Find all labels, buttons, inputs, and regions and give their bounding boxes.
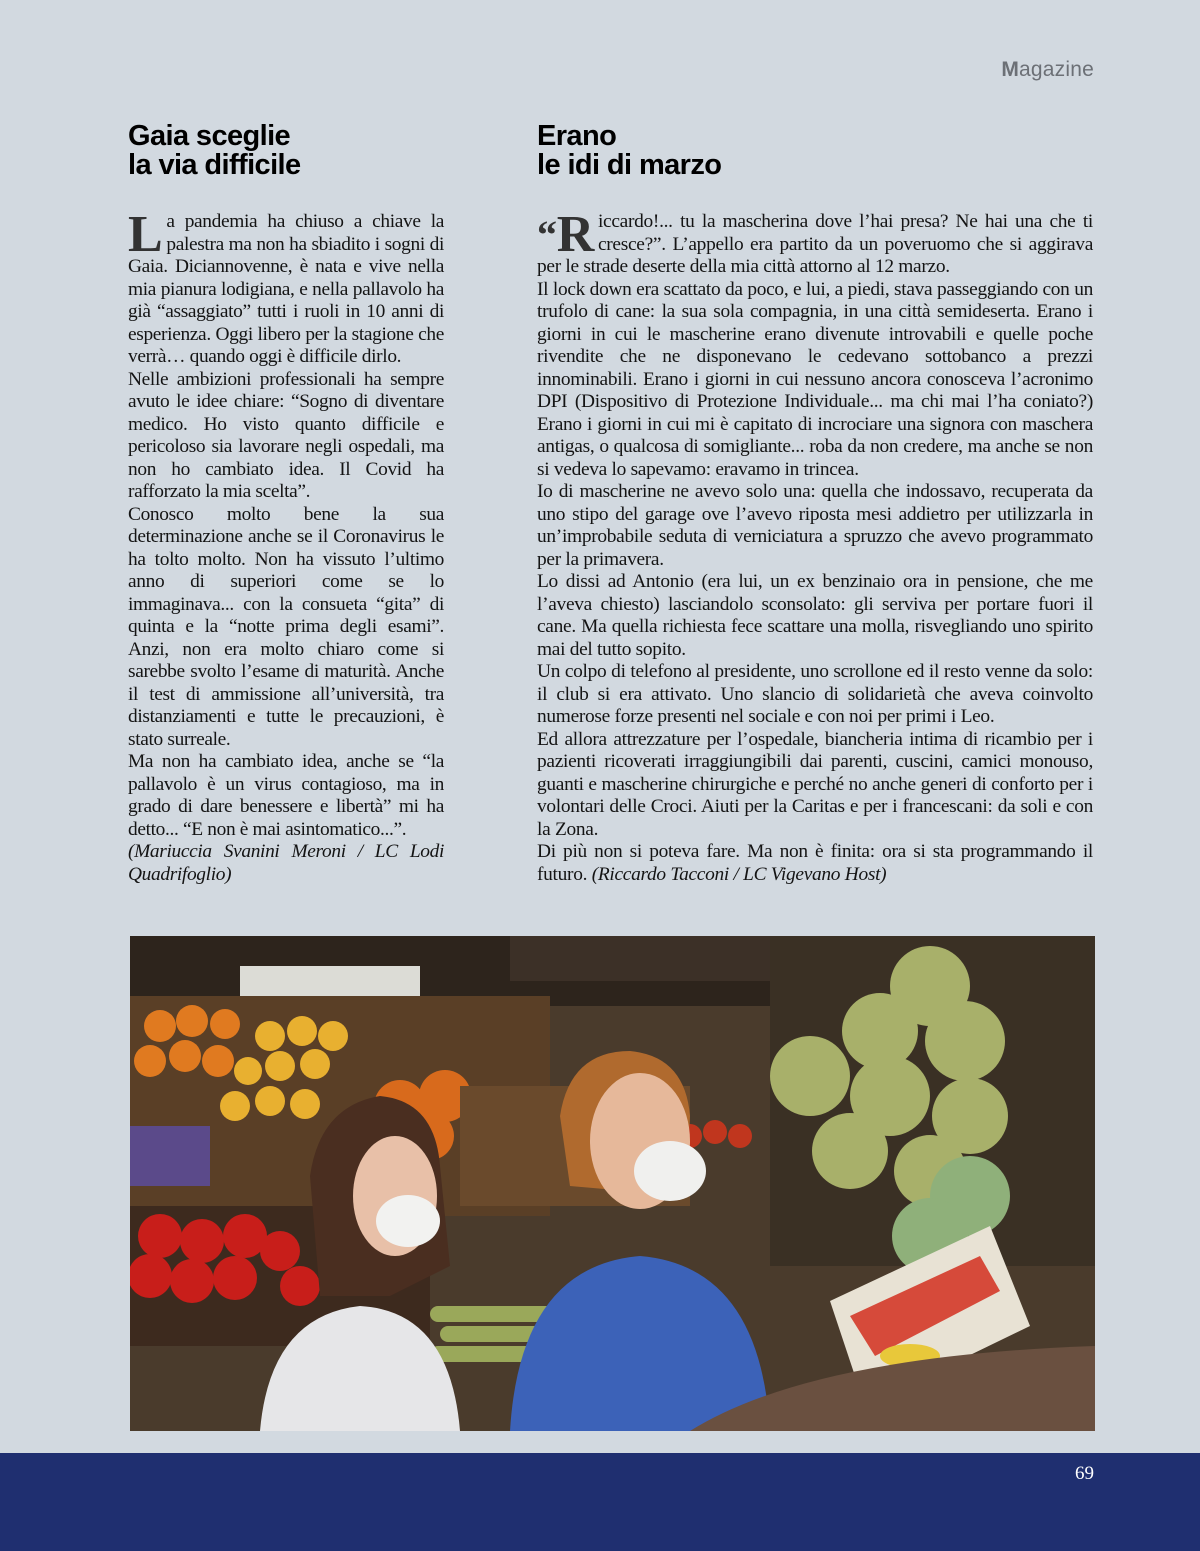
- footer-band: [0, 1453, 1200, 1551]
- headline-line-1: Gaia sceglie: [128, 120, 291, 152]
- photo-illustration: [130, 936, 1095, 1431]
- paragraph: “R iccardo!... tu la mascherina dove l’hai presa? Ne hai una che ti cresce?”. L’appello era partito da un poveruomo che si aggirava per le strade deserte della mia città attorno al 12 marzo.: [537, 206, 1093, 277]
- article-left: [128, 122, 444, 886]
- headline-line-2: le idi di marzo: [537, 149, 722, 181]
- article-left-body: [128, 206, 444, 886]
- byline: (Riccardo Tacconi / LC Vigevano Host): [591, 863, 887, 885]
- section-label-initial: M: [1001, 58, 1020, 81]
- article-right: [537, 122, 1093, 886]
- article-photo: [130, 936, 1095, 1431]
- paragraph: Il lock down era scattato da poco, e lui, a piedi, stava passeggiando con un trufolo di cane: la sua sola compagnia, in una città semideserta. Erano i giorni in cui le mascherine erano divenute introvabili e quelle poche rivendite che ne disponevano le cedevano sottobanco a prezzi innominabili. Erano i giorni in cui nessuno ancora conosceva l’acronimo DPI (Dispositivo di Protezione Individuale... ma chi mai l’ha coniato?) Erano i giorni in cui mi è capitato di incrociare una signora con maschera antigas, o qualcosa di somigliante... roba da non credere, ma anche se non si vedeva lo sapevamo: eravamo in trincea.: [537, 278, 1093, 480]
- dropcap: “R: [537, 206, 594, 263]
- article-right-headline: [537, 122, 1093, 180]
- page-number: 69: [1075, 1463, 1094, 1484]
- paragraph: Nelle ambizioni professionali ha sempre avuto le idee chiare: “Sogno di diventare medico. Ho visto quanto difficile e pericoloso sia lavorare negli ospedali, ma non ho cambiato idea. Il Covid ha rafforzato la mia scelta”.: [128, 368, 444, 502]
- paragraph: Ed allora attrezzature per l’ospedale, biancheria intima di ricambio per i pazienti ricoverati irraggiungibili dai parenti, cuscini, camici monouso, guanti e mascherine chirurgiche e perché no anche generi di conforto per i volontari delle Croci. Aiuti per la Caritas e per i francescani: da soli e con la Zona.: [537, 728, 1093, 840]
- section-label: [1001, 58, 1094, 82]
- article-right-body: [537, 206, 1093, 886]
- section-label-rest: agazine: [1019, 58, 1094, 81]
- paragraph: Di più non si poteva fare. Ma non è finita: ora si sta programmando il futuro. (Riccardo Tacconi / LC Vigevano Host): [537, 841, 1093, 885]
- paragraph: Un colpo di telefono al presidente, uno scrollone ed il resto venne da solo: il club si era attivato. Uno slancio di solidarietà che aveva coinvolto numerose forze presenti nel sociale e con noi per primi i Leo.: [537, 661, 1093, 727]
- byline: (Mariuccia Svanini Meroni / LC Lodi Quadrifoglio): [128, 841, 444, 885]
- dropcap-quote: “: [537, 212, 557, 257]
- article-left-headline: [128, 122, 444, 180]
- paragraph: Ma non ha cambiato idea, anche se “la pallavolo è un virus contagioso, ma in grado di dare benessere e libertà” mi ha detto... “E non è mai asintomatico...”.: [128, 751, 444, 840]
- paragraph: Io di mascherine ne avevo solo una: quella che indossavo, recuperata da uno stipo del garage ove l’avevo riposta mesi addietro per utilizzarla in un’improbabile seduta di verniciatura a spruzzo che avevo programmato per la primavera.: [537, 481, 1093, 570]
- headline-line-1: Erano: [537, 120, 617, 152]
- dropcap: L: [128, 206, 163, 263]
- paragraph: Conosco molto bene la sua determinazione anche se il Coronavirus le ha tolto molto. Non ha vissuto l’ultimo anno di superiori come se lo immaginava... con la consueta “gita” di quinta e la “notte prima degli esami”. Anzi, non era molto chiaro come si sarebbe svolto l’esame di maturità. Anche il test di ammissione all’università, tra distanziamenti e tutte le precauzioni, è stato surreale.: [128, 503, 444, 750]
- paragraph: La pandemia ha chiuso a chiave la palestra ma non ha sbiadito i sogni di Gaia. Diciannovenne, è nata e vive nella mia pianura lodigiana, e nella pallavolo ha già “assaggiato” tutti i ruoli in 10 anni di esperienza. Oggi libero per la stagione che verrà… quando oggi è difficile dirlo.: [128, 206, 444, 367]
- paragraph: Lo dissi ad Antonio (era lui, un ex benzinaio ora in pensione, che me l’aveva chiesto) lasciandolo sconsolato: gli serviva per portare fuori il cane. Ma quella richiesta fece scattare una molla, risvegliando uno spirito mai del tutto sopito.: [537, 571, 1093, 660]
- headline-line-2: la via difficile: [128, 149, 301, 181]
